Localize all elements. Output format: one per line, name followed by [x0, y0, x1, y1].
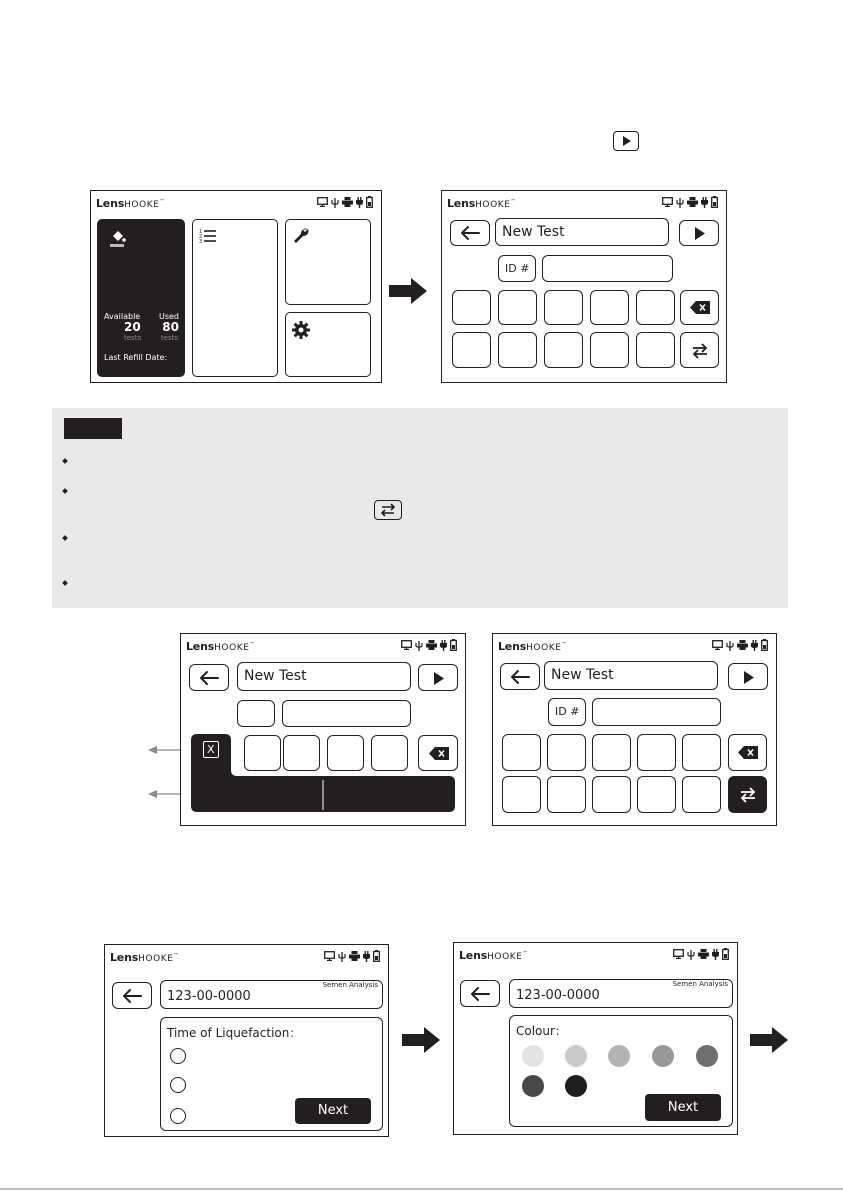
monitor-icon [317, 197, 328, 207]
radio-option[interactable] [170, 1108, 186, 1124]
printer-icon [342, 197, 353, 207]
keypad-key[interactable] [502, 734, 541, 771]
swap-icon [691, 343, 709, 359]
new-test-screen [441, 190, 727, 383]
new-test-switch-screen [492, 633, 777, 826]
keypad-key[interactable] [592, 734, 631, 771]
back-button[interactable] [112, 982, 152, 1009]
plug-icon [356, 197, 363, 208]
usb-icon [726, 640, 734, 651]
status-bar [712, 639, 768, 651]
battery-icon [366, 196, 373, 208]
arrow-right-icon [750, 1027, 788, 1053]
monitor-icon [324, 951, 335, 961]
printer-icon [737, 640, 748, 650]
id-input[interactable] [542, 255, 673, 282]
status-bar [317, 196, 373, 208]
status-bar [324, 950, 380, 962]
monitor-icon [662, 197, 673, 207]
wrench-icon [292, 227, 310, 245]
records-button[interactable] [192, 219, 278, 377]
next-button[interactable] [295, 1098, 371, 1124]
battery-icon [373, 950, 380, 962]
x-key-label: X [207, 743, 215, 756]
last-refill-label: Last Refill Date: [104, 353, 168, 362]
svg-text:2: 2 [199, 234, 203, 240]
available-value: 20 [124, 320, 141, 334]
colour-panel [509, 1015, 733, 1127]
arrow-left-icon [469, 986, 491, 1002]
keypad-key[interactable] [682, 776, 721, 813]
next-label: Next [317, 1103, 349, 1118]
svg-text:1: 1 [199, 229, 203, 235]
id-label-box [548, 698, 586, 726]
keypad-key[interactable] [590, 332, 629, 368]
main-menu-screen [90, 190, 382, 383]
arrow-right-icon [402, 1027, 440, 1053]
next-button[interactable] [645, 1094, 721, 1121]
arrow-right-icon [389, 278, 427, 304]
bullet [62, 535, 68, 541]
title-field [495, 218, 669, 246]
colour-swatch[interactable] [696, 1045, 718, 1067]
bullet [62, 458, 68, 464]
lenshooke-logo: LensHOOKE™ [498, 640, 567, 653]
keypad-key[interactable] [502, 776, 541, 813]
note-panel [52, 408, 788, 608]
keypad-key[interactable] [452, 290, 491, 325]
battery-icon [711, 196, 718, 208]
play-icon [680, 221, 720, 247]
svg-text:3: 3 [199, 239, 203, 243]
radio-option[interactable] [170, 1048, 186, 1064]
back-button[interactable] [460, 980, 500, 1007]
keypad-key[interactable] [544, 290, 583, 325]
x-key[interactable] [203, 741, 219, 758]
colour-swatch[interactable] [652, 1045, 674, 1067]
reagent-fill-icon [110, 230, 126, 248]
keypad-key[interactable] [498, 290, 537, 325]
available-label: Available [104, 312, 141, 321]
colour-screen [453, 942, 738, 1135]
colour-swatch[interactable] [522, 1045, 544, 1067]
title-text: New Test [244, 668, 307, 684]
lenshooke-logo: LensHOOKE™ [96, 197, 165, 210]
backspace-button[interactable] [728, 734, 767, 771]
plug-icon [701, 197, 708, 208]
title-field [544, 661, 718, 690]
sample-id-field [509, 979, 733, 1008]
arrow-left-icon [509, 669, 531, 685]
used-unit: tests [160, 334, 178, 342]
page-footer-rule [0, 1188, 843, 1190]
gear-icon [292, 321, 310, 339]
keypad-key[interactable] [547, 776, 586, 813]
id-label: ID # [555, 705, 580, 718]
colour-swatch[interactable] [608, 1045, 630, 1067]
keypad-key[interactable] [498, 332, 537, 368]
backspace-button[interactable] [680, 290, 719, 325]
switch-keyboard-button[interactable] [680, 332, 719, 368]
liquefaction-label: Time of Liquefaction： [167, 1026, 302, 1040]
settings-button[interactable] [285, 312, 371, 377]
keypad-key[interactable] [590, 290, 629, 325]
lenshooke-logo: LensHOOKE™ [459, 949, 528, 962]
printer-icon [687, 197, 698, 207]
refill-panel[interactable] [97, 219, 185, 377]
backspace-icon [738, 746, 758, 759]
id-label: ID # [505, 262, 530, 275]
swap-icon-inline [374, 500, 402, 520]
usb-icon [676, 197, 684, 208]
back-button[interactable] [450, 220, 490, 246]
battery-icon [722, 948, 729, 960]
keypad-key[interactable] [636, 290, 675, 325]
backspace-icon [690, 301, 710, 314]
start-button[interactable] [728, 663, 768, 690]
swap-icon [739, 787, 757, 803]
printer-icon [349, 951, 360, 961]
keypad-key[interactable] [452, 332, 491, 368]
battery-icon [761, 639, 768, 651]
keypad-key[interactable] [637, 776, 676, 813]
monitor-icon [673, 949, 684, 959]
tools-button[interactable] [285, 219, 371, 305]
radio-option[interactable] [170, 1077, 186, 1093]
keypad-key[interactable] [544, 332, 583, 368]
usb-icon [338, 951, 346, 962]
play-icon [613, 131, 639, 151]
sample-id: 123-00-0000 [167, 989, 251, 1004]
colour-swatch[interactable] [565, 1075, 587, 1097]
used-value: 80 [162, 320, 179, 334]
title-text: New Test [502, 224, 565, 240]
symbol-keyboard-overlay[interactable] [181, 634, 467, 827]
printer-icon [698, 949, 709, 959]
colour-swatch[interactable] [565, 1045, 587, 1067]
keypad-key[interactable] [636, 332, 675, 368]
list-icon [199, 228, 217, 243]
lenshooke-logo: LensHOOKE™ [186, 640, 255, 653]
arrow-left-icon [121, 988, 143, 1004]
status-bar [662, 196, 718, 208]
keypad-key[interactable] [592, 776, 631, 813]
keypad-key[interactable] [682, 734, 721, 771]
note-badge [64, 418, 122, 439]
id-label-box [498, 255, 536, 282]
available-unit: tests [124, 334, 142, 342]
analysis-mode: Semen Analysis [672, 980, 728, 988]
lenshooke-logo: LensHOOKE™ [447, 197, 516, 210]
next-label: Next [667, 1100, 699, 1115]
plug-icon [751, 640, 758, 651]
sample-id-field [160, 980, 383, 1009]
bullet [62, 488, 68, 494]
switch-keyboard-button-active[interactable] [728, 776, 767, 813]
colour-label: Colour： [516, 1024, 567, 1038]
lenshooke-logo: LensHOOKE™ [110, 951, 179, 964]
plug-icon [712, 949, 719, 960]
play-icon [729, 664, 769, 691]
bullet [62, 580, 68, 586]
new-test-symbol-screen [180, 633, 466, 826]
plug-icon [363, 951, 370, 962]
title-text: New Test [551, 667, 614, 683]
used-label: Used [158, 312, 179, 321]
sample-id: 123-00-0000 [516, 988, 600, 1003]
status-bar [673, 948, 729, 960]
liquefaction-panel [160, 1017, 383, 1131]
back-button[interactable] [500, 663, 540, 690]
start-button[interactable] [679, 220, 719, 246]
id-input[interactable] [592, 698, 721, 726]
keypad-key[interactable] [637, 734, 676, 771]
liquefaction-screen [104, 944, 389, 1137]
usb-icon [331, 197, 339, 208]
monitor-icon [712, 640, 723, 650]
colour-swatch[interactable] [522, 1075, 544, 1097]
keypad-key[interactable] [547, 734, 586, 771]
usb-icon [687, 949, 695, 960]
arrow-left-icon [459, 225, 481, 241]
analysis-mode: Semen Analysis [322, 981, 378, 989]
